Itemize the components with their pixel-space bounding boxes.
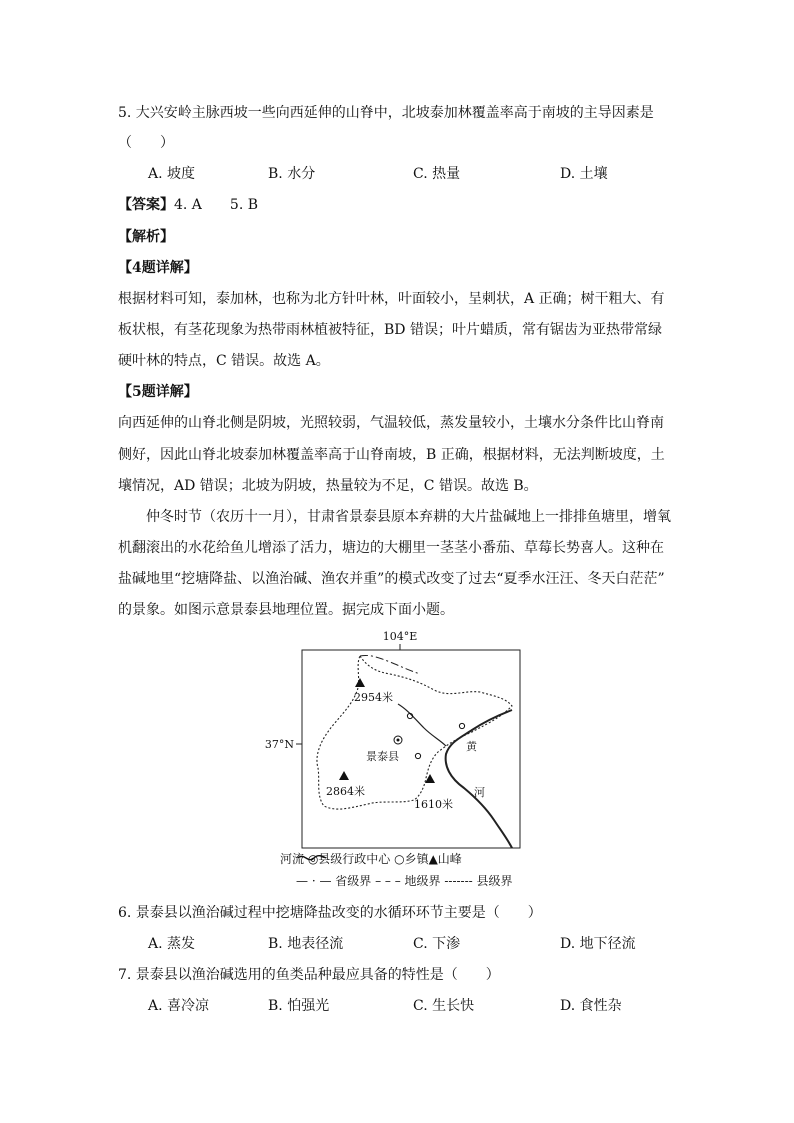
latitude-label: 37°N — [264, 738, 294, 751]
q5-option-d: D. 土壤 — [560, 166, 608, 182]
yellow-river — [446, 710, 512, 848]
province-boundary — [360, 655, 420, 674]
legend-row-1: 河流 ◎县级行政中心 ○乡镇▲山峰 — [280, 852, 462, 866]
town-icon-2 — [459, 723, 464, 728]
answer-label: 【答案】 — [118, 197, 174, 213]
town-icon-3 — [415, 753, 420, 758]
material-line-2: 机翻滚出的水花给鱼儿增添了活力，塘边的大棚里一茎茎小番茄、草莓长势喜人。这种在 — [118, 540, 664, 556]
material-line-3: 盐碱地里“挖塘降盐、以渔治碱、渔农并重”的模式改变了过去“夏季水汪汪、冬天白茫茫” — [118, 571, 665, 587]
peak-icon-2 — [339, 771, 349, 780]
legend-row-2: — · — 省级界 – – – 地级界 ------- 县级界 — [296, 874, 513, 888]
q6-option-a: A. 蒸发 — [148, 936, 196, 952]
q5-detail-label: 【5题详解】 — [118, 384, 198, 400]
county-name: 景泰县 — [366, 750, 399, 763]
q7-stem: 7. 景泰县以渔治碱选用的鱼类品种最应具备的特性是（ ） — [118, 967, 500, 983]
q7-option-b: B. 怕强光 — [268, 998, 330, 1014]
peak-icon-3 — [425, 774, 435, 783]
answer-text: 4. A 5. B — [174, 197, 259, 213]
q6-option-b: B. 地表径流 — [268, 936, 344, 952]
peak-label-1: 2954米 — [354, 691, 393, 704]
tributary-river — [398, 704, 446, 746]
q5-option-a: A. 坡度 — [148, 166, 196, 182]
material-line-1: 仲冬时节（农历十一月），甘肃省景泰县原本弃耕的大片盐碱地上一排排鱼塘里，增氧 — [146, 509, 671, 525]
q5-paren: （ ） — [118, 135, 174, 151]
river-char-huang: 黄 — [466, 740, 477, 753]
q5-detail-line-3: 壤情况，AD 错误；北坡为阴坡，热量较为不足，C 错误。故选 B。 — [118, 478, 538, 494]
q4-detail-line-1: 根据材料可知，泰加林，也称为北方针叶林，叶面较小，呈刺状，A 正确；树干粗大、有 — [118, 291, 665, 307]
q4-detail-line-3: 硬叶林的特点，C 错误。故选 A。 — [118, 353, 330, 369]
q7-option-c: C. 生长快 — [413, 998, 475, 1014]
q4-detail-label: 【4题详解】 — [118, 260, 198, 276]
q7-option-a: A. 喜冷凉 — [148, 998, 210, 1014]
material-line-4: 的景象。如图示意景泰县地理位置。据完成下面小题。 — [118, 602, 454, 618]
q5-detail-line-1: 向西延伸的山脊北侧是阴坡，光照较弱，气温较低，蒸发量较小，土壤水分条件比山脊南 — [118, 415, 664, 431]
q7-option-d: D. 食性杂 — [560, 998, 622, 1014]
analysis-label: 【解析】 — [118, 229, 174, 245]
q5-option-b: B. 水分 — [268, 166, 316, 182]
map-figure — [250, 628, 550, 893]
q6-stem: 6. 景泰县以渔治碱过程中挖塘降盐改变的水循环环节主要是（ ） — [118, 905, 542, 921]
q5-stem: 5. 大兴安岭主脉西坡一些向西延伸的山脊中，北坡泰加林覆盖率高于南坡的主导因素是 — [118, 105, 654, 121]
longitude-label: 104°E — [382, 630, 418, 643]
peak-label-3: 1610米 — [414, 798, 453, 811]
q5-option-c: C. 热量 — [413, 166, 461, 182]
q4-detail-line-2: 板状根，有茎花现象为热带雨林植被特征，BD 错误；叶片蜡质，常有锯齿为亚热带常绿 — [118, 322, 662, 338]
river-char-he: 河 — [474, 786, 485, 799]
peak-label-2: 2864米 — [326, 785, 365, 798]
answer-line — [118, 195, 258, 215]
q6-option-c: C. 下渗 — [413, 936, 461, 952]
peak-icon-1 — [355, 678, 365, 687]
q6-option-d: D. 地下径流 — [560, 936, 636, 952]
q5-detail-line-2: 侧好，因此山脊北坡泰加林覆盖率高于山脊南坡，B 正确，根据材料，无法判断坡度，土 — [118, 447, 665, 463]
